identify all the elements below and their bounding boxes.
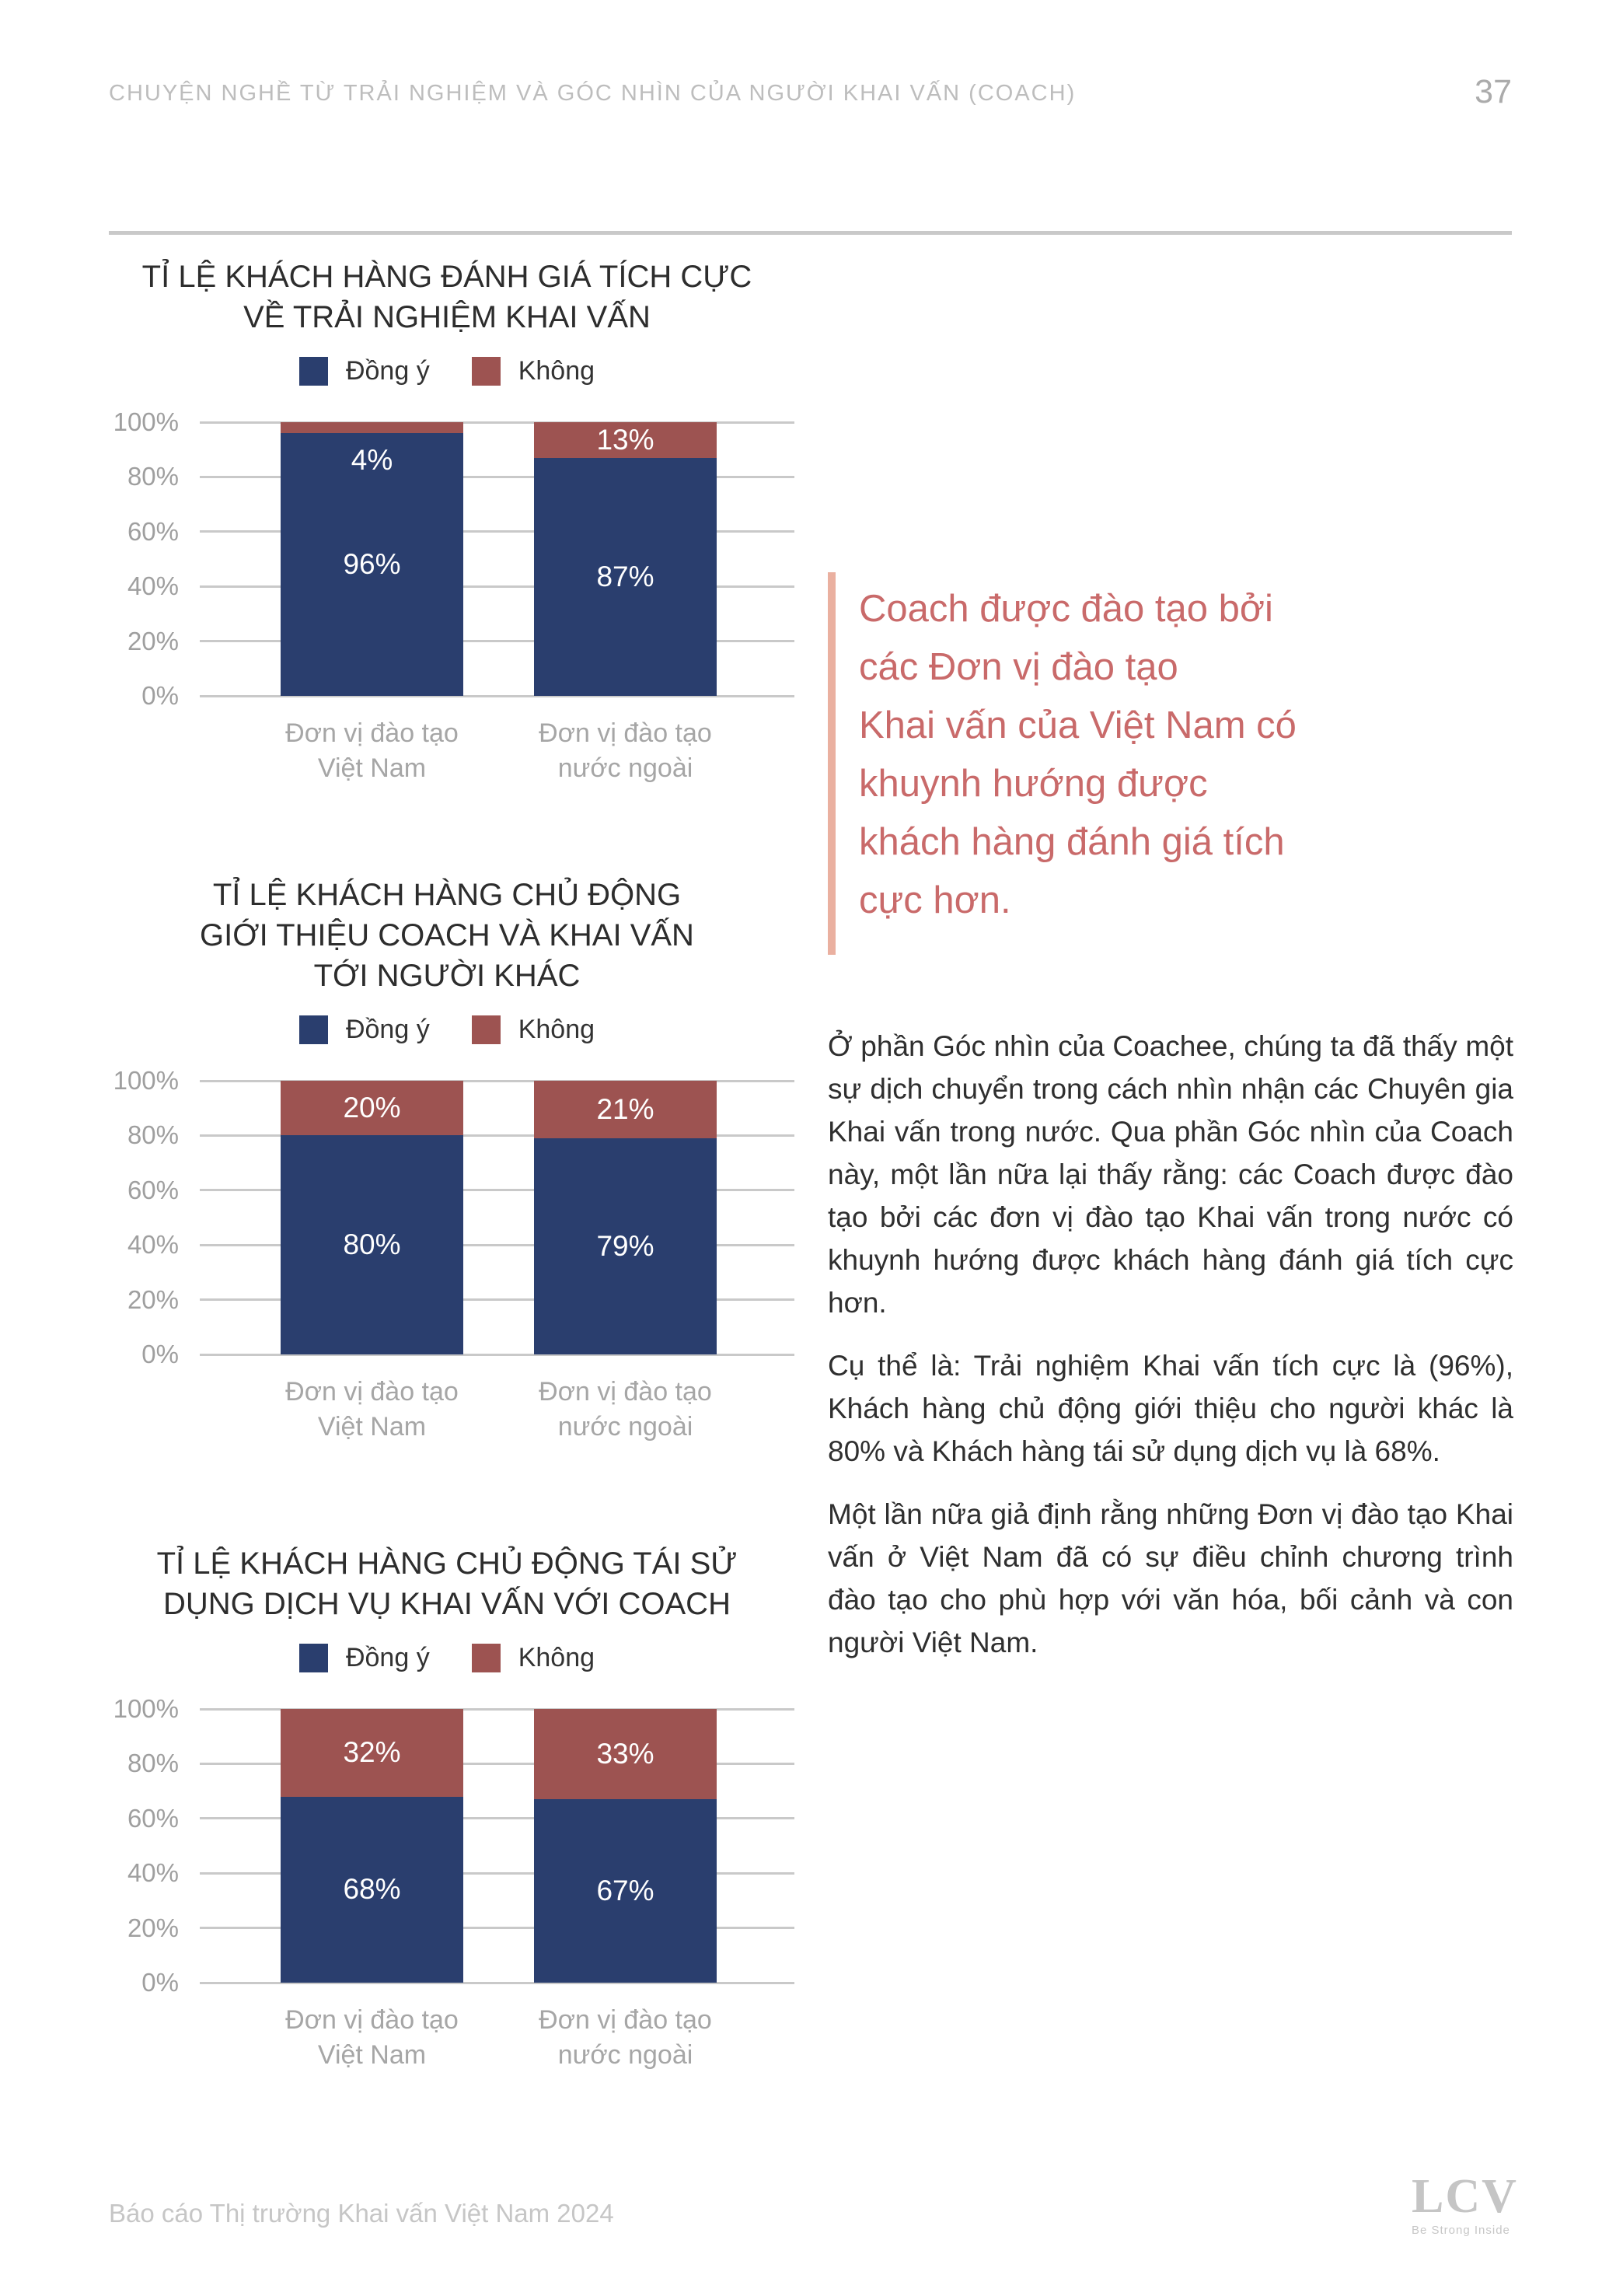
legend-label: Đồng ý bbox=[345, 355, 430, 386]
y-axis-tick-label: 80% bbox=[127, 1749, 179, 1778]
quote-text-line: các Đơn vị đào tạo bbox=[859, 646, 1178, 688]
legend-label: Không bbox=[518, 1642, 595, 1672]
chart-title bbox=[78, 1543, 816, 1624]
stacked-bar bbox=[281, 1081, 463, 1354]
stacked-bar bbox=[281, 422, 463, 696]
chart-title-line: TỈ LỆ KHÁCH HÀNG CHỦ ĐỘNG bbox=[212, 878, 682, 912]
chart-positive-experience bbox=[78, 257, 816, 794]
bar-value-label: 20% bbox=[343, 1092, 401, 1124]
bar-value-label: 21% bbox=[596, 1092, 654, 1125]
y-axis-tick-label: 40% bbox=[127, 571, 179, 601]
bar-value-label: 80% bbox=[343, 1228, 401, 1261]
legend-swatch-icon bbox=[472, 1015, 501, 1044]
bar-segment-agree bbox=[281, 1797, 463, 1983]
stacked-bar bbox=[281, 1709, 463, 1983]
chart-title-line: GIỚI THIỆU COACH VÀ KHAI VẤN bbox=[200, 918, 694, 952]
y-axis-tick-label: 80% bbox=[127, 1120, 179, 1150]
category-label-line: nước ngoài bbox=[557, 753, 693, 783]
legend-item bbox=[472, 1643, 595, 1673]
header-divider bbox=[109, 231, 1512, 235]
legend-swatch-icon bbox=[472, 357, 501, 386]
logo-tagline: Be Strong Inside bbox=[1412, 2224, 1510, 2237]
category-label bbox=[501, 1375, 750, 1445]
y-axis-tick-label: 20% bbox=[127, 1913, 179, 1942]
body-text bbox=[828, 1025, 1513, 1684]
y-axis-tick-label: 80% bbox=[127, 462, 179, 491]
body-text-line: Một lần nữa giả định rằng những Đơn vị đào tạo Khai vấn ở Việt Nam đã có sự điều chỉnh chương trình đào tạo cho phù hợp với văn hóa, bối cảnh và con người Việt Nam. bbox=[828, 1498, 1513, 1658]
bar-segment-agree bbox=[534, 1799, 717, 1983]
category-label-line: Đơn vị đào tạo bbox=[539, 1377, 712, 1407]
category-label bbox=[248, 716, 497, 786]
bar-value-label: 79% bbox=[596, 1229, 654, 1262]
chart-title bbox=[78, 257, 816, 337]
legend-item bbox=[299, 1643, 430, 1673]
category-label-line: nước ngoài bbox=[557, 1412, 693, 1442]
bar-segment-agree bbox=[281, 1135, 463, 1354]
category-label bbox=[248, 2003, 497, 2073]
category-label-line: Đơn vị đào tạo bbox=[285, 1377, 459, 1407]
body-text-line: Cụ thể là: Trải nghiệm Khai vấn tích cực là (96%), Khách hàng chủ động giới thiệu cho người khác là 80% và Khách hàng tái sử dụng dịch vụ là 68%. bbox=[828, 1350, 1513, 1467]
quote-text-line: khách hàng đánh giá tích bbox=[859, 821, 1285, 863]
category-label-line: Đơn vị đào tạo bbox=[285, 2005, 459, 2035]
legend-label: Không bbox=[518, 355, 595, 386]
bar-value-label: 32% bbox=[343, 1736, 401, 1769]
quote-text bbox=[859, 572, 1520, 930]
quote-accent-bar bbox=[828, 572, 836, 955]
category-label-line: Đơn vị đào tạo bbox=[539, 718, 712, 748]
chart-referral-rate bbox=[78, 875, 816, 1452]
category-label-line: Đơn vị đào tạo bbox=[539, 2005, 712, 2035]
legend-swatch-icon bbox=[299, 1015, 328, 1044]
bar-value-label: 33% bbox=[596, 1738, 654, 1770]
quote-text-line: cực hơn. bbox=[859, 879, 1011, 921]
legend-swatch-icon bbox=[472, 1644, 501, 1672]
category-label bbox=[248, 1375, 497, 1445]
chart-title-line: TỚI NGƯỜI KHÁC bbox=[313, 959, 581, 993]
y-axis-tick-label: 60% bbox=[127, 516, 179, 546]
y-axis-tick-label: 20% bbox=[127, 626, 179, 655]
chart-title-line: VỀ TRẢI NGHIỆM KHAI VẤN bbox=[243, 300, 651, 334]
legend-item bbox=[299, 1015, 430, 1045]
legend-swatch-icon bbox=[299, 357, 328, 386]
y-axis-tick-label: 60% bbox=[127, 1803, 179, 1833]
bar-segment-disagree bbox=[534, 1709, 717, 1799]
bar-value-label: 87% bbox=[596, 560, 654, 592]
bar-segment-disagree bbox=[281, 1081, 463, 1135]
category-label-line: Việt Nam bbox=[317, 2040, 427, 2070]
logo-text: LCV bbox=[1412, 2170, 1518, 2223]
bar-value-label: 96% bbox=[343, 548, 401, 581]
chart-plot bbox=[113, 1066, 794, 1368]
bar-value-label: 13% bbox=[596, 423, 654, 456]
bar-segment-agree bbox=[534, 1138, 717, 1354]
chart-plot bbox=[113, 1694, 794, 1997]
pull-quote bbox=[828, 572, 1520, 955]
category-label-line: Việt Nam bbox=[317, 1412, 427, 1442]
stacked-bar bbox=[534, 422, 717, 696]
category-label bbox=[501, 2003, 750, 2073]
bar-value-label: 67% bbox=[596, 1875, 654, 1907]
y-axis-tick-label: 0% bbox=[141, 1340, 179, 1368]
y-axis-tick-label: 100% bbox=[113, 1066, 179, 1095]
quote-text-line: Khai vấn của Việt Nam có bbox=[859, 704, 1297, 746]
y-axis-tick-label: 100% bbox=[113, 1694, 179, 1723]
chart-plot bbox=[113, 407, 794, 710]
footer-report-title: Báo cáo Thị trường Khai vấn Việt Nam 2024 bbox=[109, 2199, 614, 2228]
chart-title-line: TỈ LỆ KHÁCH HÀNG CHỦ ĐỘNG TÁI SỬ bbox=[156, 1546, 738, 1581]
stacked-bar bbox=[534, 1081, 717, 1354]
chart-title-line: TỈ LỆ KHÁCH HÀNG ĐÁNH GIÁ TÍCH CỰC bbox=[141, 260, 752, 294]
stacked-bar bbox=[534, 1709, 717, 1983]
bar-segment-disagree bbox=[281, 1709, 463, 1797]
chart-legend bbox=[78, 1641, 816, 1674]
category-labels bbox=[200, 2003, 794, 2081]
bar-segment-disagree bbox=[281, 422, 463, 477]
quote-text-line: khuynh hướng được bbox=[859, 763, 1208, 805]
y-axis-tick-label: 20% bbox=[127, 1284, 179, 1314]
page-number: 37 bbox=[1475, 73, 1512, 110]
chart-legend bbox=[78, 355, 816, 387]
y-axis-tick-label: 100% bbox=[113, 407, 179, 436]
chart-title bbox=[78, 875, 816, 996]
body-text-line: Ở phần Góc nhìn của Coachee, chúng ta đã thấy một sự dịch chuyển trong cách nhìn nhận các Chuyên gia Khai vấn trong nước. Qua phần Góc nhìn của Coach này, một lần nữa lại thấy rằng: các Coach được đào tạo bởi các đơn vị đào tạo Khai vấn trong nước có khuynh hướng được khách hàng đánh giá tích cực hơn. bbox=[828, 1030, 1513, 1319]
category-label bbox=[501, 716, 750, 786]
bar-value-label: 4% bbox=[351, 444, 393, 477]
category-labels bbox=[200, 716, 794, 794]
bar-segment-agree bbox=[534, 458, 717, 696]
legend-label: Đồng ý bbox=[345, 1642, 430, 1672]
legend-label: Đồng ý bbox=[345, 1014, 430, 1044]
bar-segment-disagree bbox=[534, 1081, 717, 1138]
legend-item bbox=[472, 356, 595, 386]
legend-item bbox=[472, 1015, 595, 1045]
category-labels bbox=[200, 1375, 794, 1452]
bar-segment-disagree bbox=[534, 422, 717, 458]
lcv-logo bbox=[1412, 2170, 1518, 2237]
section-header-title: CHUYỆN NGHỀ TỪ TRẢI NGHIỆM VÀ GÓC NHÌN CỦA NGƯỜI KHAI VẤN (COACH) bbox=[109, 81, 1077, 106]
bar-value-label: 68% bbox=[343, 1873, 401, 1906]
y-axis-tick-label: 0% bbox=[141, 1968, 179, 1997]
y-axis-tick-label: 0% bbox=[141, 681, 179, 710]
y-axis-tick-label: 40% bbox=[127, 1858, 179, 1888]
legend-swatch-icon bbox=[299, 1644, 328, 1672]
chart-title-line: DỤNG DỊCH VỤ KHAI VẤN VỚI COACH bbox=[163, 1587, 731, 1621]
category-label-line: Đơn vị đào tạo bbox=[285, 718, 459, 748]
legend-item bbox=[299, 356, 430, 386]
category-label-line: nước ngoài bbox=[557, 2040, 693, 2070]
y-axis-tick-label: 60% bbox=[127, 1175, 179, 1204]
legend-label: Không bbox=[518, 1014, 595, 1044]
chart-reuse-rate bbox=[78, 1543, 816, 2081]
chart-legend bbox=[78, 1013, 816, 1046]
category-label-line: Việt Nam bbox=[317, 753, 427, 783]
y-axis-tick-label: 40% bbox=[127, 1230, 179, 1260]
quote-text-line: Coach được đào tạo bởi bbox=[859, 588, 1273, 630]
